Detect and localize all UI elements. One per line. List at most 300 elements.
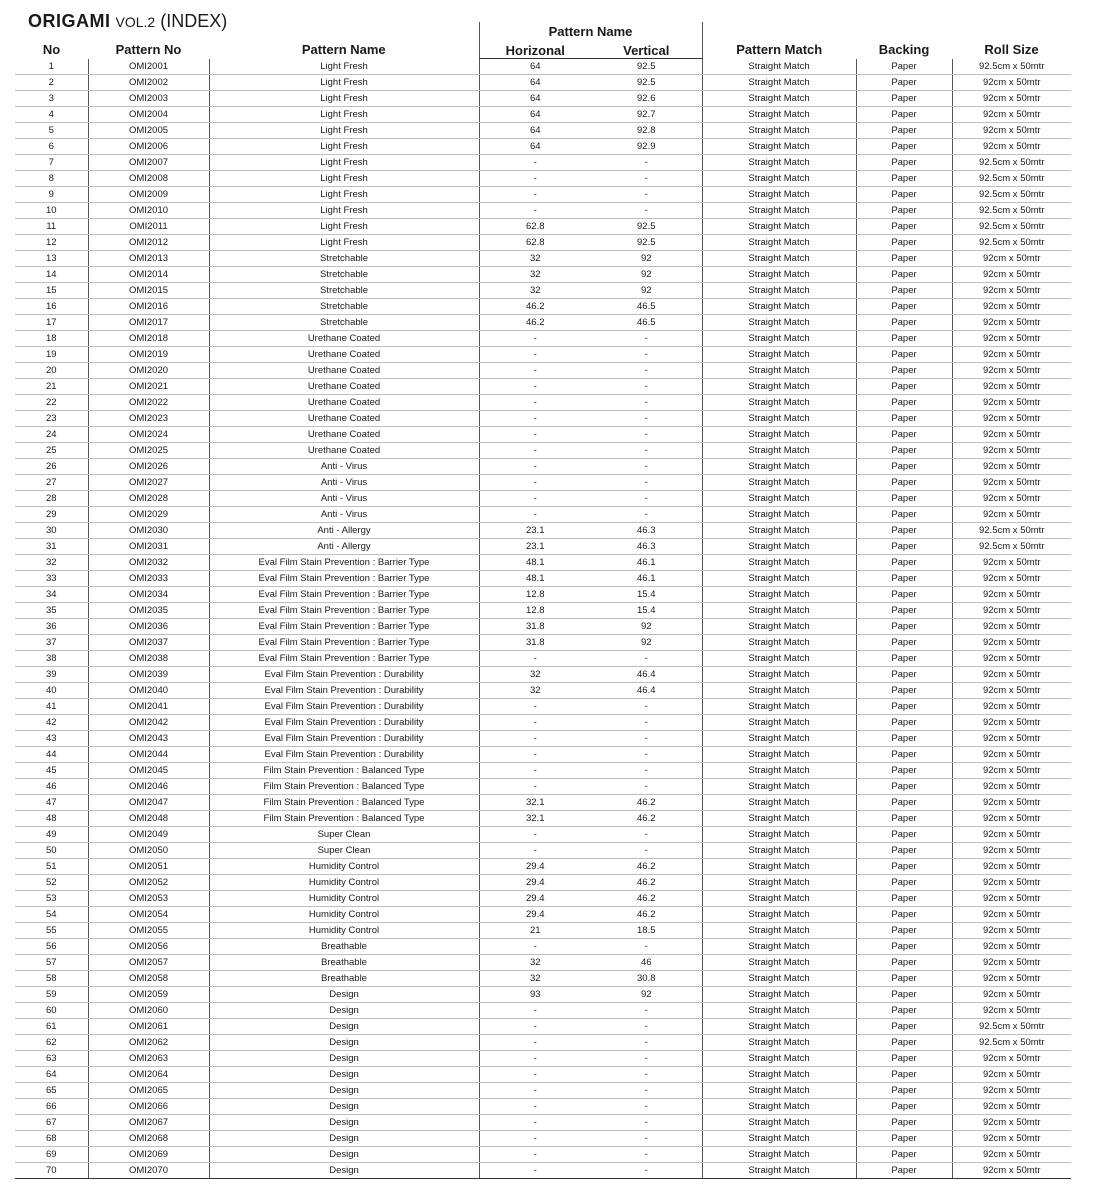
- table-row: [15, 1035, 1071, 1051]
- cell-backing: Paper: [856, 59, 952, 75]
- cell-roll-size: 92cm x 50mtr: [952, 475, 1071, 491]
- cell-horizontal: -: [479, 1115, 591, 1131]
- cell-pattern-name: Light Fresh: [209, 107, 479, 123]
- cell-roll-size: 92cm x 50mtr: [952, 1083, 1071, 1099]
- cell-pattern-no: OMI2064: [88, 1067, 209, 1083]
- cell-pattern-match: Straight Match: [702, 1083, 856, 1099]
- cell-pattern-match: Straight Match: [702, 731, 856, 747]
- cell-roll-size: 92cm x 50mtr: [952, 1099, 1071, 1115]
- table-row: [15, 427, 1071, 443]
- header-pattern-match: Pattern Match: [736, 41, 823, 57]
- cell-backing: Paper: [856, 523, 952, 539]
- cell-pattern-match: Straight Match: [702, 1115, 856, 1131]
- cell-pattern-no: OMI2031: [88, 539, 209, 555]
- cell-no: 2: [15, 75, 88, 91]
- cell-backing: Paper: [856, 139, 952, 155]
- cell-vertical: -: [591, 827, 702, 843]
- cell-pattern-no: OMI2011: [88, 219, 209, 235]
- cell-vertical: -: [591, 1003, 702, 1019]
- cell-pattern-name: Eval Film Stain Prevention : Barrier Type: [209, 555, 479, 571]
- table-row: [15, 507, 1071, 523]
- cell-backing: Paper: [856, 1019, 952, 1035]
- cell-pattern-match: Straight Match: [702, 1003, 856, 1019]
- cell-horizontal: -: [479, 843, 591, 859]
- cell-pattern-no: OMI2050: [88, 843, 209, 859]
- cell-backing: Paper: [856, 507, 952, 523]
- cell-no: 7: [15, 155, 88, 171]
- cell-pattern-match: Straight Match: [702, 1067, 856, 1083]
- cell-no: 19: [15, 347, 88, 363]
- cell-no: 35: [15, 603, 88, 619]
- cell-backing: Paper: [856, 1131, 952, 1147]
- cell-roll-size: 92cm x 50mtr: [952, 619, 1071, 635]
- cell-pattern-match: Straight Match: [702, 155, 856, 171]
- table-row: [15, 1163, 1071, 1179]
- cell-no: 52: [15, 875, 88, 891]
- cell-vertical: -: [591, 427, 702, 443]
- cell-no: 51: [15, 859, 88, 875]
- cell-pattern-name: Light Fresh: [209, 91, 479, 107]
- cell-roll-size: 92cm x 50mtr: [952, 955, 1071, 971]
- cell-horizontal: 32: [479, 283, 591, 299]
- cell-horizontal: -: [479, 363, 591, 379]
- cell-pattern-name: Super Clean: [209, 827, 479, 843]
- cell-roll-size: 92.5cm x 50mtr: [952, 155, 1071, 171]
- cell-pattern-name: Eval Film Stain Prevention : Durability: [209, 731, 479, 747]
- cell-vertical: -: [591, 1131, 702, 1147]
- cell-pattern-name: Urethane Coated: [209, 363, 479, 379]
- cell-roll-size: 92cm x 50mtr: [952, 683, 1071, 699]
- table-row: [15, 651, 1071, 667]
- cell-backing: Paper: [856, 987, 952, 1003]
- cell-vertical: 92.5: [591, 59, 702, 75]
- cell-no: 34: [15, 587, 88, 603]
- cell-pattern-name: Light Fresh: [209, 171, 479, 187]
- cell-horizontal: 48.1: [479, 555, 591, 571]
- cell-vertical: -: [591, 171, 702, 187]
- cell-backing: Paper: [856, 939, 952, 955]
- cell-vertical: -: [591, 731, 702, 747]
- cell-backing: Paper: [856, 955, 952, 971]
- cell-pattern-match: Straight Match: [702, 667, 856, 683]
- cell-horizontal: -: [479, 347, 591, 363]
- title-brand: ORIGAMI: [28, 11, 111, 31]
- cell-backing: Paper: [856, 107, 952, 123]
- cell-vertical: -: [591, 1019, 702, 1035]
- cell-backing: Paper: [856, 875, 952, 891]
- cell-roll-size: 92cm x 50mtr: [952, 107, 1071, 123]
- cell-horizontal: 32: [479, 955, 591, 971]
- table-row: [15, 603, 1071, 619]
- cell-vertical: -: [591, 459, 702, 475]
- cell-pattern-match: Straight Match: [702, 715, 856, 731]
- cell-horizontal: -: [479, 443, 591, 459]
- cell-pattern-no: OMI2070: [88, 1163, 209, 1179]
- cell-backing: Paper: [856, 587, 952, 603]
- cell-pattern-match: Straight Match: [702, 427, 856, 443]
- cell-pattern-match: Straight Match: [702, 987, 856, 1003]
- cell-horizontal: 32: [479, 267, 591, 283]
- cell-no: 1: [15, 59, 88, 75]
- cell-pattern-name: Eval Film Stain Prevention : Durability: [209, 747, 479, 763]
- cell-backing: Paper: [856, 331, 952, 347]
- cell-no: 69: [15, 1147, 88, 1163]
- cell-no: 66: [15, 1099, 88, 1115]
- cell-roll-size: 92cm x 50mtr: [952, 603, 1071, 619]
- cell-no: 47: [15, 795, 88, 811]
- cell-roll-size: 92cm x 50mtr: [952, 907, 1071, 923]
- table-row: [15, 459, 1071, 475]
- cell-vertical: -: [591, 1051, 702, 1067]
- cell-no: 23: [15, 411, 88, 427]
- cell-roll-size: 92.5cm x 50mtr: [952, 203, 1071, 219]
- cell-no: 60: [15, 1003, 88, 1019]
- cell-no: 13: [15, 251, 88, 267]
- cell-backing: Paper: [856, 203, 952, 219]
- cell-pattern-name: Design: [209, 1067, 479, 1083]
- cell-no: 10: [15, 203, 88, 219]
- cell-roll-size: 92cm x 50mtr: [952, 1051, 1071, 1067]
- table-row: [15, 491, 1071, 507]
- header-pattern-name: Pattern Name: [301, 41, 386, 57]
- cell-pattern-no: OMI2059: [88, 987, 209, 1003]
- cell-pattern-name: Anti - Virus: [209, 459, 479, 475]
- table-row: [15, 283, 1071, 299]
- cell-pattern-match: Straight Match: [702, 859, 856, 875]
- cell-horizontal: 12.8: [479, 587, 591, 603]
- cell-vertical: 46.1: [591, 571, 702, 587]
- cell-pattern-no: OMI2053: [88, 891, 209, 907]
- cell-horizontal: 29.4: [479, 891, 591, 907]
- cell-no: 3: [15, 91, 88, 107]
- cell-backing: Paper: [856, 443, 952, 459]
- cell-horizontal: -: [479, 763, 591, 779]
- cell-no: 29: [15, 507, 88, 523]
- cell-vertical: 92.7: [591, 107, 702, 123]
- cell-horizontal: -: [479, 827, 591, 843]
- cell-backing: Paper: [856, 171, 952, 187]
- cell-pattern-name: Eval Film Stain Prevention : Durability: [209, 699, 479, 715]
- cell-pattern-name: Eval Film Stain Prevention : Durability: [209, 683, 479, 699]
- cell-backing: Paper: [856, 667, 952, 683]
- cell-pattern-name: Design: [209, 1019, 479, 1035]
- cell-roll-size: 92cm x 50mtr: [952, 843, 1071, 859]
- cell-no: 9: [15, 187, 88, 203]
- table-row: [15, 1131, 1071, 1147]
- cell-no: 22: [15, 395, 88, 411]
- cell-backing: Paper: [856, 123, 952, 139]
- cell-no: 24: [15, 427, 88, 443]
- table-row: [15, 363, 1071, 379]
- cell-vertical: -: [591, 1083, 702, 1099]
- cell-pattern-name: Design: [209, 1003, 479, 1019]
- table-row: [15, 939, 1071, 955]
- table-row: [15, 251, 1071, 267]
- cell-roll-size: 92cm x 50mtr: [952, 427, 1071, 443]
- cell-no: 30: [15, 523, 88, 539]
- cell-roll-size: 92cm x 50mtr: [952, 795, 1071, 811]
- cell-pattern-name: Humidity Control: [209, 923, 479, 939]
- table-row: [15, 235, 1071, 251]
- cell-roll-size: 92cm x 50mtr: [952, 859, 1071, 875]
- cell-horizontal: -: [479, 475, 591, 491]
- cell-horizontal: 46.2: [479, 315, 591, 331]
- cell-no: 63: [15, 1051, 88, 1067]
- cell-pattern-no: OMI2028: [88, 491, 209, 507]
- cell-backing: Paper: [856, 603, 952, 619]
- cell-backing: Paper: [856, 1051, 952, 1067]
- table-row: [15, 683, 1071, 699]
- cell-roll-size: 92cm x 50mtr: [952, 283, 1071, 299]
- table-row: [15, 539, 1071, 555]
- header-no: No: [42, 41, 61, 57]
- table-row: [15, 267, 1071, 283]
- cell-horizontal: -: [479, 651, 591, 667]
- cell-horizontal: -: [479, 203, 591, 219]
- cell-backing: Paper: [856, 347, 952, 363]
- cell-backing: Paper: [856, 1163, 952, 1179]
- cell-horizontal: 32.1: [479, 795, 591, 811]
- cell-pattern-no: OMI2044: [88, 747, 209, 763]
- cell-pattern-match: Straight Match: [702, 651, 856, 667]
- table-row: [15, 555, 1071, 571]
- cell-no: 27: [15, 475, 88, 491]
- cell-vertical: 15.4: [591, 603, 702, 619]
- cell-no: 4: [15, 107, 88, 123]
- cell-backing: Paper: [856, 571, 952, 587]
- cell-pattern-no: OMI2040: [88, 683, 209, 699]
- cell-roll-size: 92cm x 50mtr: [952, 971, 1071, 987]
- cell-vertical: -: [591, 1035, 702, 1051]
- table-row: [15, 219, 1071, 235]
- cell-pattern-name: Light Fresh: [209, 187, 479, 203]
- cell-pattern-name: Design: [209, 1083, 479, 1099]
- cell-pattern-name: Eval Film Stain Prevention : Barrier Type: [209, 635, 479, 651]
- cell-pattern-name: Breathable: [209, 971, 479, 987]
- cell-pattern-no: OMI2063: [88, 1051, 209, 1067]
- cell-pattern-match: Straight Match: [702, 907, 856, 923]
- table-row: [15, 635, 1071, 651]
- cell-pattern-match: Straight Match: [702, 939, 856, 955]
- cell-horizontal: 29.4: [479, 859, 591, 875]
- cell-no: 54: [15, 907, 88, 923]
- cell-no: 14: [15, 267, 88, 283]
- cell-vertical: -: [591, 651, 702, 667]
- cell-vertical: 46.2: [591, 891, 702, 907]
- cell-pattern-no: OMI2065: [88, 1083, 209, 1099]
- table-row: [15, 379, 1071, 395]
- cell-pattern-no: OMI2048: [88, 811, 209, 827]
- cell-horizontal: 64: [479, 107, 591, 123]
- cell-pattern-match: Straight Match: [702, 443, 856, 459]
- cell-roll-size: 92cm x 50mtr: [952, 395, 1071, 411]
- cell-horizontal: -: [479, 427, 591, 443]
- cell-no: 45: [15, 763, 88, 779]
- table-row: [15, 811, 1071, 827]
- cell-vertical: -: [591, 763, 702, 779]
- cell-vertical: -: [591, 155, 702, 171]
- cell-roll-size: 92cm x 50mtr: [952, 331, 1071, 347]
- cell-horizontal: 64: [479, 91, 591, 107]
- cell-pattern-match: Straight Match: [702, 283, 856, 299]
- cell-horizontal: -: [479, 1163, 591, 1179]
- cell-backing: Paper: [856, 923, 952, 939]
- cell-pattern-no: OMI2066: [88, 1099, 209, 1115]
- table-row: [15, 843, 1071, 859]
- cell-roll-size: 92cm x 50mtr: [952, 923, 1071, 939]
- cell-pattern-match: Straight Match: [702, 379, 856, 395]
- table-row: [15, 1083, 1071, 1099]
- header-pattern-name-group: Pattern Name: [479, 22, 702, 40]
- cell-roll-size: 92cm x 50mtr: [952, 571, 1071, 587]
- header-roll-size: Roll Size: [984, 41, 1039, 57]
- cell-no: 38: [15, 651, 88, 667]
- cell-horizontal: -: [479, 395, 591, 411]
- cell-pattern-name: Humidity Control: [209, 875, 479, 891]
- header-horizontal: Horizonal: [479, 40, 591, 59]
- cell-roll-size: 92cm x 50mtr: [952, 347, 1071, 363]
- cell-horizontal: -: [479, 779, 591, 795]
- cell-pattern-match: Straight Match: [702, 1163, 856, 1179]
- cell-pattern-match: Straight Match: [702, 1131, 856, 1147]
- cell-pattern-name: Urethane Coated: [209, 395, 479, 411]
- cell-horizontal: -: [479, 731, 591, 747]
- cell-pattern-no: OMI2007: [88, 155, 209, 171]
- cell-pattern-match: Straight Match: [702, 187, 856, 203]
- cell-pattern-no: OMI2030: [88, 523, 209, 539]
- cell-pattern-no: OMI2060: [88, 1003, 209, 1019]
- cell-no: 64: [15, 1067, 88, 1083]
- table-row: [15, 75, 1071, 91]
- cell-vertical: 92.5: [591, 235, 702, 251]
- cell-vertical: 46.4: [591, 683, 702, 699]
- cell-pattern-match: Straight Match: [702, 203, 856, 219]
- cell-pattern-no: OMI2015: [88, 283, 209, 299]
- cell-backing: Paper: [856, 715, 952, 731]
- cell-horizontal: -: [479, 699, 591, 715]
- cell-pattern-no: OMI2041: [88, 699, 209, 715]
- cell-backing: Paper: [856, 91, 952, 107]
- cell-pattern-no: OMI2003: [88, 91, 209, 107]
- cell-backing: Paper: [856, 1147, 952, 1163]
- cell-backing: Paper: [856, 1115, 952, 1131]
- table-row: [15, 107, 1071, 123]
- cell-pattern-name: Light Fresh: [209, 155, 479, 171]
- cell-pattern-match: Straight Match: [702, 459, 856, 475]
- cell-roll-size: 92cm x 50mtr: [952, 699, 1071, 715]
- cell-pattern-match: Straight Match: [702, 507, 856, 523]
- cell-roll-size: 92cm x 50mtr: [952, 75, 1071, 91]
- cell-pattern-name: Urethane Coated: [209, 347, 479, 363]
- cell-pattern-match: Straight Match: [702, 795, 856, 811]
- cell-vertical: -: [591, 363, 702, 379]
- cell-pattern-no: OMI2056: [88, 939, 209, 955]
- cell-backing: Paper: [856, 811, 952, 827]
- cell-vertical: 92.5: [591, 75, 702, 91]
- cell-no: 33: [15, 571, 88, 587]
- cell-pattern-name: Anti - Virus: [209, 491, 479, 507]
- cell-pattern-match: Straight Match: [702, 747, 856, 763]
- cell-no: 44: [15, 747, 88, 763]
- cell-horizontal: -: [479, 507, 591, 523]
- cell-pattern-match: Straight Match: [702, 779, 856, 795]
- cell-horizontal: -: [479, 715, 591, 731]
- cell-pattern-name: Light Fresh: [209, 75, 479, 91]
- cell-horizontal: 32.1: [479, 811, 591, 827]
- cell-vertical: -: [591, 1115, 702, 1131]
- cell-vertical: 46: [591, 955, 702, 971]
- cell-no: 5: [15, 123, 88, 139]
- cell-pattern-no: OMI2026: [88, 459, 209, 475]
- cell-roll-size: 92cm x 50mtr: [952, 891, 1071, 907]
- cell-no: 6: [15, 139, 88, 155]
- table-row: [15, 139, 1071, 155]
- title-volume: VOL.2: [115, 14, 156, 30]
- cell-pattern-no: OMI2046: [88, 779, 209, 795]
- cell-no: 62: [15, 1035, 88, 1051]
- table-row: [15, 619, 1071, 635]
- cell-backing: Paper: [856, 411, 952, 427]
- cell-pattern-name: Humidity Control: [209, 859, 479, 875]
- cell-horizontal: 64: [479, 139, 591, 155]
- cell-vertical: -: [591, 187, 702, 203]
- cell-pattern-match: Straight Match: [702, 235, 856, 251]
- cell-pattern-name: Anti - Allergy: [209, 539, 479, 555]
- cell-pattern-match: Straight Match: [702, 107, 856, 123]
- cell-horizontal: 64: [479, 123, 591, 139]
- cell-pattern-name: Stretchable: [209, 299, 479, 315]
- cell-horizontal: 32: [479, 251, 591, 267]
- cell-pattern-name: Film Stain Prevention : Balanced Type: [209, 779, 479, 795]
- cell-horizontal: -: [479, 1019, 591, 1035]
- cell-roll-size: 92cm x 50mtr: [952, 379, 1071, 395]
- table-row: [15, 699, 1071, 715]
- cell-horizontal: 62.8: [479, 219, 591, 235]
- cell-pattern-name: Humidity Control: [209, 907, 479, 923]
- cell-vertical: -: [591, 715, 702, 731]
- cell-pattern-match: Straight Match: [702, 523, 856, 539]
- cell-pattern-no: OMI2019: [88, 347, 209, 363]
- cell-pattern-match: Straight Match: [702, 875, 856, 891]
- cell-vertical: -: [591, 1067, 702, 1083]
- cell-pattern-name: Light Fresh: [209, 139, 479, 155]
- cell-backing: Paper: [856, 155, 952, 171]
- cell-no: 16: [15, 299, 88, 315]
- cell-pattern-name: Anti - Virus: [209, 475, 479, 491]
- cell-pattern-match: Straight Match: [702, 331, 856, 347]
- cell-pattern-name: Humidity Control: [209, 891, 479, 907]
- cell-roll-size: 92cm x 50mtr: [952, 363, 1071, 379]
- cell-pattern-no: OMI2023: [88, 411, 209, 427]
- cell-vertical: -: [591, 843, 702, 859]
- cell-horizontal: 29.4: [479, 907, 591, 923]
- cell-roll-size: 92cm x 50mtr: [952, 779, 1071, 795]
- cell-roll-size: 92cm x 50mtr: [952, 939, 1071, 955]
- cell-vertical: -: [591, 747, 702, 763]
- cell-roll-size: 92cm x 50mtr: [952, 763, 1071, 779]
- cell-pattern-name: Design: [209, 1051, 479, 1067]
- table-row: [15, 571, 1071, 587]
- cell-pattern-no: OMI2052: [88, 875, 209, 891]
- cell-pattern-match: Straight Match: [702, 139, 856, 155]
- cell-pattern-name: Stretchable: [209, 267, 479, 283]
- cell-pattern-match: Straight Match: [702, 363, 856, 379]
- cell-roll-size: 92cm x 50mtr: [952, 459, 1071, 475]
- cell-vertical: 30.8: [591, 971, 702, 987]
- cell-no: 37: [15, 635, 88, 651]
- table-row: [15, 907, 1071, 923]
- cell-pattern-name: Urethane Coated: [209, 411, 479, 427]
